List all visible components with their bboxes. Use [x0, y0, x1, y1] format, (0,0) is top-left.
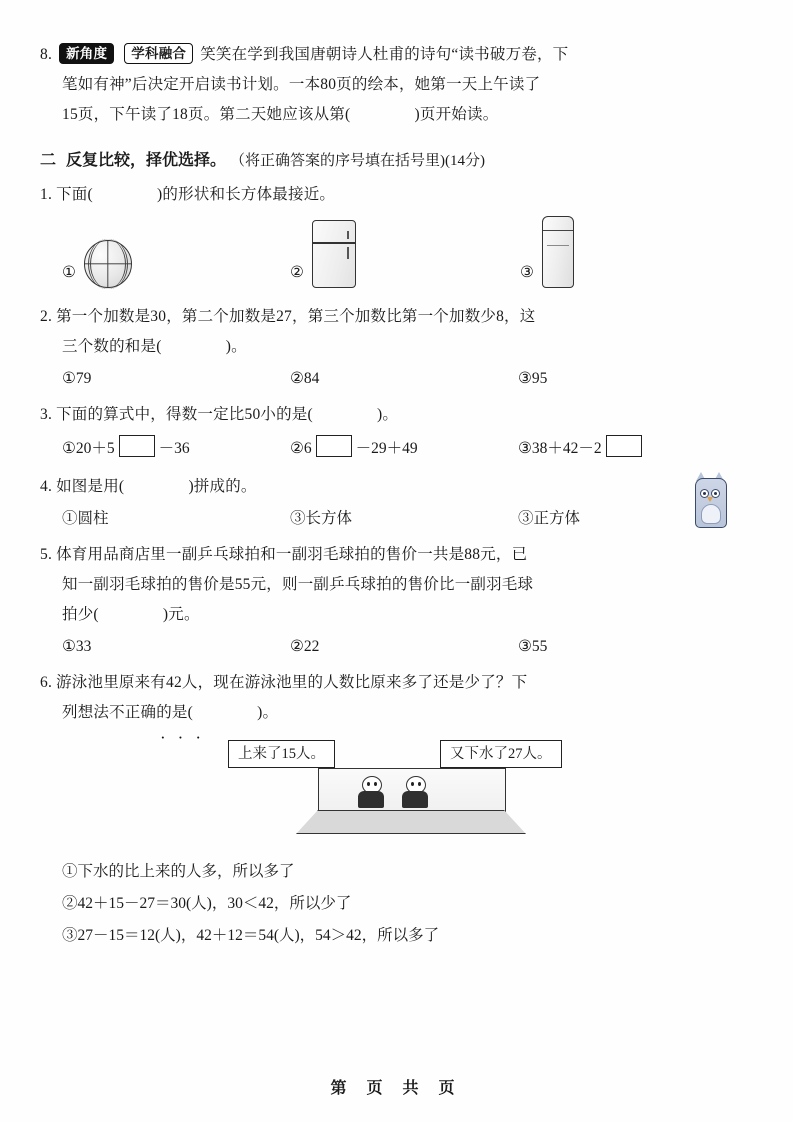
pool-base [296, 810, 528, 834]
question-3-text-b: )。 [377, 406, 399, 423]
question-3-option-1[interactable] [62, 432, 290, 466]
question-6-option-2[interactable]: ②42＋15－27＝30(人)，30＜42，所以少了 [62, 895, 352, 912]
question-2-option-3[interactable]: ③95 [518, 370, 548, 387]
option-1-basketball[interactable] [62, 218, 132, 292]
question-8-text-1: 笑笑在学到我国唐朝诗人杜甫的诗句“读书破万卷，下 [200, 46, 569, 63]
swimming-pool-figure [40, 728, 752, 846]
question-6-text-2b: )。 [257, 704, 279, 721]
option-3-thermos[interactable] [520, 218, 574, 292]
question-6-option-3[interactable]: ③27－15＝12(人)，42＋12＝54(人)，54＞42，所以多了 [62, 927, 440, 944]
question-8 [40, 40, 752, 130]
question-2-number: 2. [40, 308, 53, 325]
question-8-line-3 [40, 100, 752, 130]
question-5-options [40, 632, 752, 662]
question-3 [40, 400, 752, 466]
question-6-text-1: 游泳池里原来有42人，现在游泳池里的人数比原来多了还是少了？下 [56, 674, 528, 691]
question-2-text-2b: )。 [225, 338, 247, 355]
question-1-text-a: 下面( [56, 186, 93, 203]
question-4-text-a: 如图是用( [56, 478, 125, 495]
question-3-text-a: 下面的算式中，得数一定比50小的是( [56, 406, 313, 423]
question-3-option-2-suffix: －29＋49 [355, 440, 418, 457]
option-2-refrigerator[interactable] [290, 218, 356, 292]
question-6-line-1 [40, 668, 752, 698]
question-5-option-2[interactable]: ②22 [290, 638, 320, 655]
callout-right: 又下水了27人。 [440, 740, 562, 768]
question-4-option-2[interactable]: ③长方体 [290, 510, 353, 527]
blank-box[interactable] [119, 435, 155, 457]
question-1-text-b: )的形状和长方体最接近。 [157, 186, 336, 203]
question-5-text-3a: 拍少( [62, 606, 99, 623]
question-5-text-3b: )元。 [162, 606, 200, 623]
question-1 [40, 180, 752, 296]
emphasis-dots: ··· [160, 728, 213, 747]
question-2-option-2[interactable]: ②84 [290, 370, 320, 387]
thermos-bottle-icon [542, 216, 574, 288]
badge-new-angle: 新角度 [59, 43, 114, 64]
refrigerator-icon [312, 220, 356, 288]
question-5-text-1: 体育用品商店里一副乒乓球拍和一副羽毛球拍的售价一共是88元，已 [56, 546, 528, 563]
question-2-text-1: 第一个加数是30，第二个加数是27，第三个加数比第一个加数少8，这 [56, 308, 536, 325]
question-2-options [40, 364, 752, 394]
option-2-label: ② [290, 264, 304, 281]
question-3-option-2-prefix: ②6 [290, 440, 312, 457]
question-8-line-2: 笔如有神”后决定开启读书计划。一本80页的绘本，她第一天上午读了 [62, 76, 541, 93]
page-footer: 第 页 共 页 [330, 1080, 463, 1097]
question-3-option-3-prefix: ③38＋42－2 [518, 440, 602, 457]
question-4-number: 4. [40, 478, 53, 495]
question-3-options [40, 432, 752, 466]
question-3-option-1-prefix: ①20＋5 [62, 440, 115, 457]
option-1-label: ① [62, 264, 76, 281]
swimmer-figure [400, 776, 430, 808]
question-5 [40, 540, 752, 662]
question-2-line-1 [40, 302, 752, 332]
question-5-line-2: 知一副羽毛球拍的售价是55元，则一副乒乓球拍的售价比一副羽毛球 [62, 576, 534, 593]
question-1-figures [40, 218, 752, 296]
question-6 [40, 668, 752, 952]
question-1-line-1 [40, 180, 752, 210]
question-3-option-1-suffix: －36 [158, 440, 190, 457]
page-content [40, 40, 752, 958]
question-3-number: 3. [40, 406, 53, 423]
question-4-option-3[interactable]: ③正方体 [518, 510, 581, 527]
owl-block-figure [692, 472, 728, 530]
callout-left: 上来了15人。 [228, 740, 335, 768]
question-4-options [40, 504, 752, 534]
question-2-text-2a: 三个数的和是( [62, 338, 162, 355]
question-3-option-3[interactable] [518, 432, 746, 466]
question-4 [40, 472, 752, 534]
blank-box[interactable] [316, 435, 352, 457]
question-4-option-1[interactable]: ①圆柱 [62, 510, 109, 527]
badge-subject-integration: 学科融合 [124, 43, 193, 64]
question-6-line-2 [40, 698, 752, 728]
question-6-number: 6. [40, 674, 53, 691]
question-2-option-1[interactable]: ①79 [62, 370, 92, 387]
question-4-line-1 [40, 472, 752, 502]
question-4-text-b: )拼成的。 [188, 478, 257, 495]
question-8-line-1 [40, 40, 752, 70]
question-8-number: 8. [40, 46, 53, 63]
question-5-number: 5. [40, 546, 53, 563]
swimmer-figure [356, 776, 386, 808]
blank-box[interactable] [606, 435, 642, 457]
question-6-option-1[interactable]: ①下水的比上来的人多，所以多了 [62, 863, 295, 880]
section-title: 反复比较，择优选择。 [66, 152, 227, 169]
basketball-icon [84, 240, 132, 288]
question-2 [40, 302, 752, 394]
pool-illustration [296, 768, 526, 834]
section-marker: 二 [40, 152, 57, 169]
question-8-text-3a: 15页，下午读了18页。第二天她应该从第( [62, 106, 351, 123]
question-5-line-3 [40, 600, 752, 630]
question-5-line-1 [40, 540, 752, 570]
question-6-answers [40, 856, 752, 952]
section-heading [40, 146, 752, 176]
question-8-text-3b: )页开始读。 [414, 106, 499, 123]
question-3-line-1 [40, 400, 752, 430]
question-3-option-2[interactable] [290, 432, 518, 466]
option-3-label: ③ [520, 264, 534, 281]
question-1-number: 1. [40, 186, 53, 203]
question-6-text-2a: 列想法不正确的是( [62, 704, 193, 721]
question-5-option-3[interactable]: ③55 [518, 638, 548, 655]
section-note: （将正确答案的序号填在括号里)(14分) [230, 153, 486, 169]
question-2-line-2 [40, 332, 752, 362]
question-5-option-1[interactable]: ①33 [62, 638, 92, 655]
